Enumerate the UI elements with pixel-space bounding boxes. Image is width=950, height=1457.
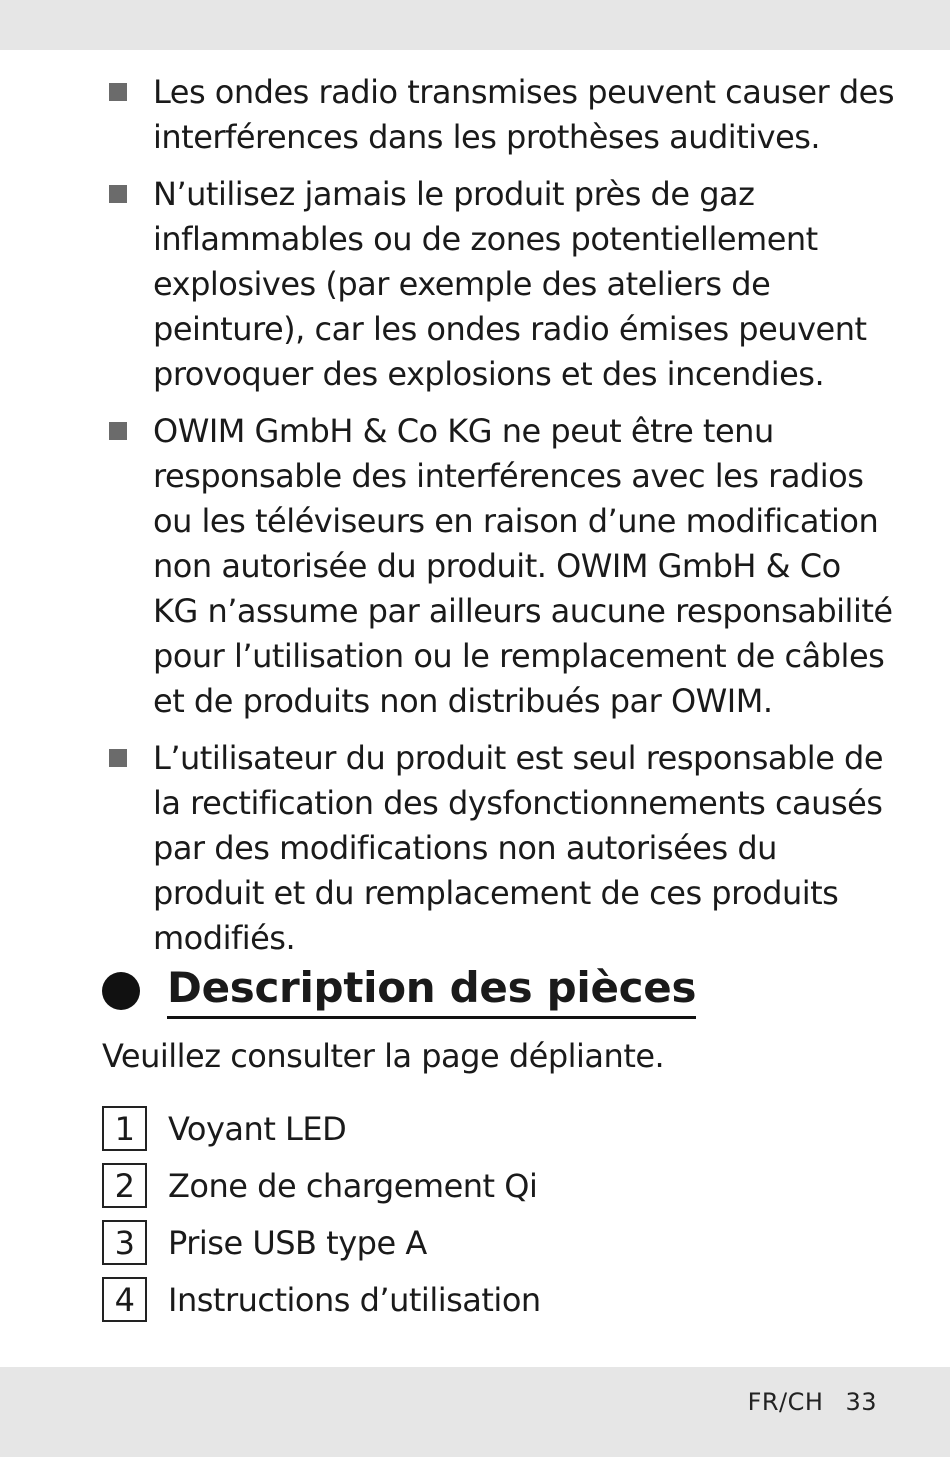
section-title: Description des pièces — [167, 962, 696, 1019]
square-bullet-icon — [109, 83, 127, 101]
bullet-text: Les ondes radio transmises peuvent causer des interférences dans les prothèses auditives. — [153, 73, 894, 156]
section-heading — [102, 962, 696, 1019]
part-number-box: 3 — [102, 1220, 147, 1265]
bullet-text: L’utilisateur du produit est seul responsable de la rectification des dysfonctionnements causés par des modifications non autorisées du produit et du remplacement de ces produits modifiés. — [153, 739, 884, 957]
footer-locale: FR/CH — [747, 1388, 824, 1416]
part-number-box: 4 — [102, 1277, 147, 1322]
section-intro: Veuillez consulter la page dépliante. — [102, 1037, 665, 1075]
part-item — [102, 1157, 541, 1214]
top-margin-band — [0, 0, 950, 50]
page-number: 33 — [845, 1388, 877, 1416]
part-label: Prise USB type A — [168, 1223, 427, 1262]
list-item — [105, 736, 895, 961]
square-bullet-icon — [109, 749, 127, 767]
part-item — [102, 1214, 541, 1271]
part-label: Zone de chargement Qi — [168, 1166, 538, 1205]
part-item — [102, 1271, 541, 1328]
part-number-box: 1 — [102, 1106, 147, 1151]
list-item — [105, 409, 895, 724]
square-bullet-icon — [109, 422, 127, 440]
part-item — [102, 1100, 541, 1157]
parts-list — [102, 1100, 541, 1328]
square-bullet-icon — [109, 185, 127, 203]
list-item — [105, 172, 895, 397]
safety-bullet-list — [105, 70, 895, 973]
bullet-text: OWIM GmbH & Co KG ne peut être tenu responsable des interférences avec les radios ou les téléviseurs en raison d’une modification non autorisée du produit. OWIM GmbH & Co KG n’assume par ailleurs aucune responsabilité pour l’utilisation ou le remplacement de câbles et de produits non distribués par OWIM. — [153, 412, 893, 720]
part-label: Instructions d’utilisation — [168, 1280, 541, 1319]
list-item — [105, 70, 895, 160]
part-number-box: 2 — [102, 1163, 147, 1208]
round-bullet-icon — [102, 972, 140, 1010]
bullet-text: N’utilisez jamais le produit près de gaz inflammables ou de zones potentiellement explosives (par exemple des ateliers de peinture), car les ondes radio émises peuvent provoquer des explosions et des incendies. — [153, 175, 867, 393]
part-label: Voyant LED — [168, 1109, 347, 1148]
page-footer — [748, 1388, 877, 1416]
